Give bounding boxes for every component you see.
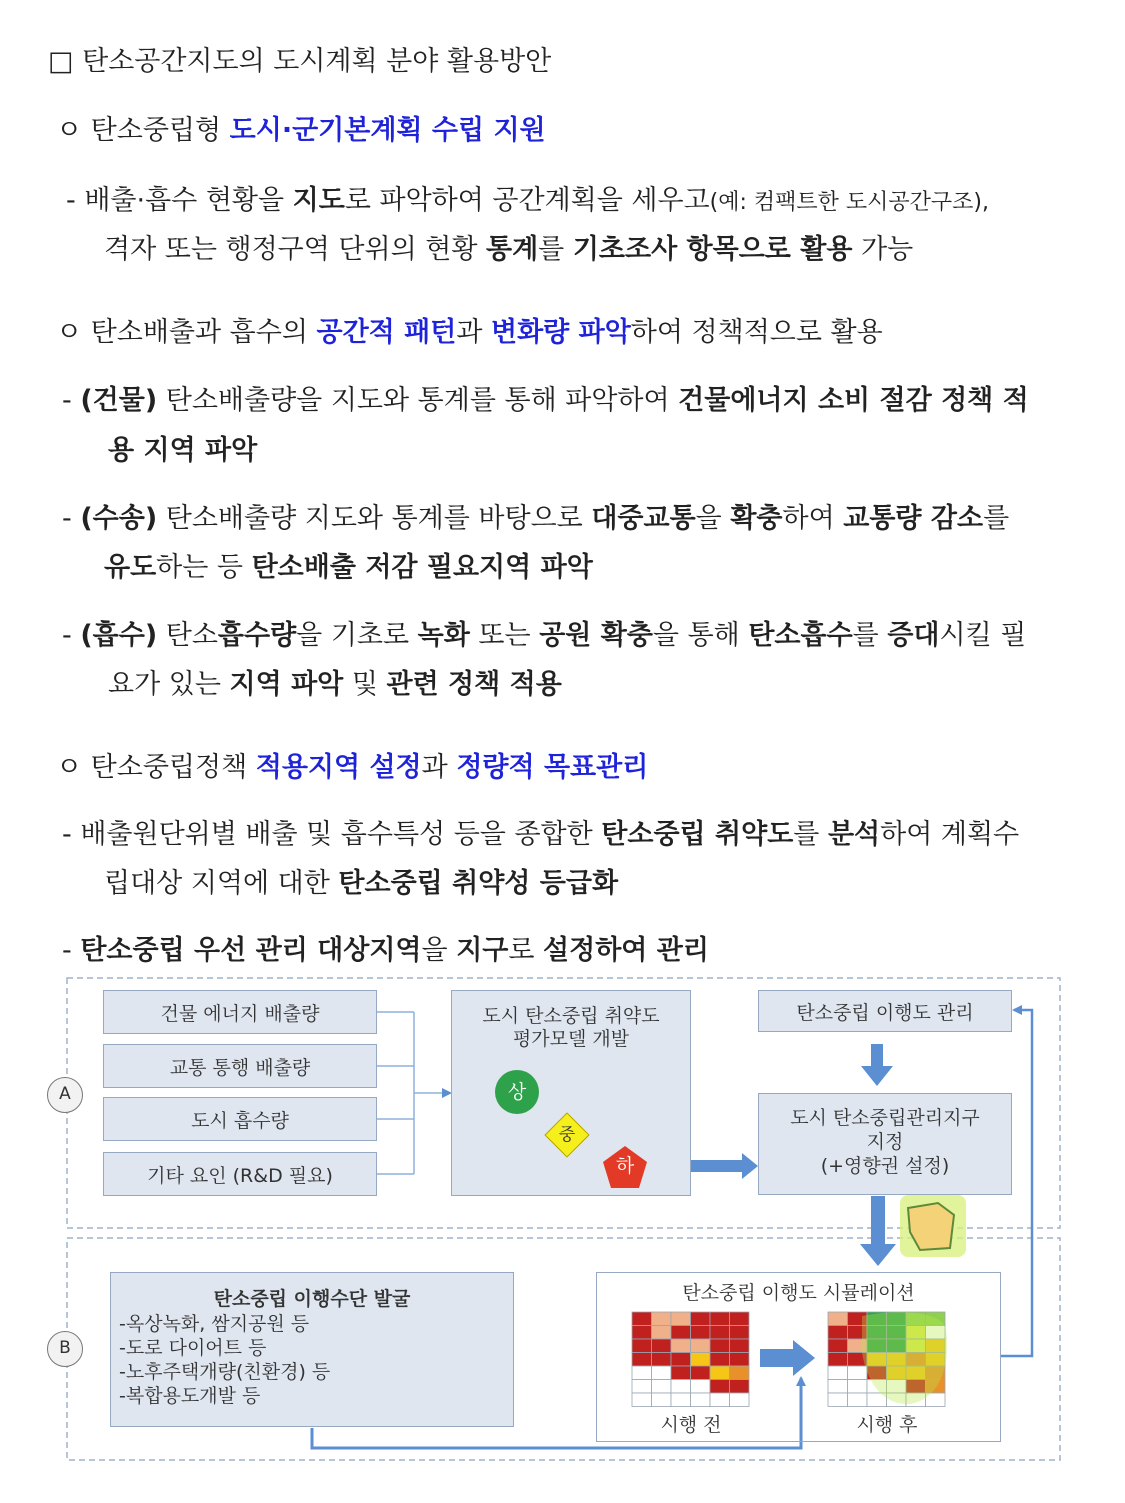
absorption-item-line1: - (흡수) 탄소흡수량을 기초로 녹화 또는 공원 확충을 통해 탄소흡수를 증대시킬 필 [62,620,1027,651]
district-map-thumbnail [900,1195,966,1257]
after-label: 시행 후 [856,1414,918,1436]
section1-highlight: 도시·군기본계획 수립 지원 [229,115,546,146]
implementation-means-box [110,1272,514,1427]
input-traffic-emission: 교통 통행 배출량 [103,1044,377,1088]
section3-item1-line1: - 배출원단위별 배출 및 흡수특성 등을 종합한 탄소중립 취약도를 분석하여 계획수 [62,819,1020,850]
arrow-down-2 [860,1196,896,1266]
label-b: B [47,1331,83,1367]
section1-item1-line1: - 배출·흡수 현황을 지도로 파악하여 공간계획을 세우고(예: 컴팩트한 도시공간구조), [66,185,989,216]
absorption-item-line2: 요가 있는 지역 파악 및 관련 정책 적용 [108,669,562,700]
means-item: -노후주택개량(친환경) 등 [119,1361,331,1383]
means-title: 탄소중립 이행수단 발굴 [213,1288,411,1310]
grade-high-marker: 상 [495,1070,539,1114]
input-other-factors: 기타 요인 (R&D 필요) [103,1152,377,1196]
transport-item-line2: 유도하는 등 탄소배출 저감 필요지역 파악 [104,552,593,583]
building-item-line1: - (건물) 탄소배출량을 지도와 통계를 통해 파악하여 건물에너지 소비 절감 정책 적 [62,385,1029,416]
model-title-line2: 평가모델 개발 [512,1028,630,1050]
section1-title: ㅇ 탄소중립형 도시·군기본계획 수립 지원 [56,115,546,146]
grade-low-label: 하 [615,1155,635,1177]
checkbox-bullet: □ [48,46,74,77]
building-item-line2: 용 지역 파악 [108,435,258,466]
means-item: -복합용도개발 등 [119,1385,261,1407]
arrow-down-1 [861,1044,893,1086]
input-connectors [376,1012,414,1174]
grade-mid-marker: 중 [547,1115,587,1155]
vulnerability-model-box [451,990,691,1196]
model-title-line1: 도시 탄소중립 취약도 [482,1005,660,1027]
simulation-title: 탄소중립 이행도 시뮬레이션 [682,1282,915,1304]
transport-item-line1: - (수송) 탄소배출량 지도와 통계를 바탕으로 대중교통을 확충하여 교통량 감소를 [62,503,1010,534]
implementation-management-box: 탄소중립 이행도 관리 [758,990,1012,1032]
section2-title: ㅇ 탄소배출과 흡수의 공간적 패턴과 변화량 파악하여 정책적으로 활용 [56,317,883,348]
label-a: A [47,1077,83,1113]
section3-item2: - 탄소중립 우선 관리 대상지역을 지구로 설정하여 관리 [62,935,709,966]
input-urban-absorption: 도시 흡수량 [103,1097,377,1141]
input-building-energy: 건물 에너지 배출량 [103,990,377,1034]
heading-text: 탄소공간지도의 도시계획 분야 활용방안 [82,46,552,77]
means-item: -옥상녹화, 쌈지공원 등 [119,1313,310,1335]
section1-item1-line2: 격자 또는 행정구역 단위의 현황 통계를 기초조사 항목으로 활용 가능 [104,234,914,265]
means-item: -도로 다이어트 등 [119,1337,267,1359]
management-district-box: 도시 탄소중립관리지구 지정 (+영향권 설정) [758,1093,1012,1195]
section3-item1-line2: 립대상 지역에 대한 탄소중립 취약성 등급화 [104,868,619,899]
section3-title: ㅇ 탄소중립정책 적용지역 설정과 정량적 목표관리 [56,752,649,783]
before-label: 시행 전 [660,1414,722,1436]
